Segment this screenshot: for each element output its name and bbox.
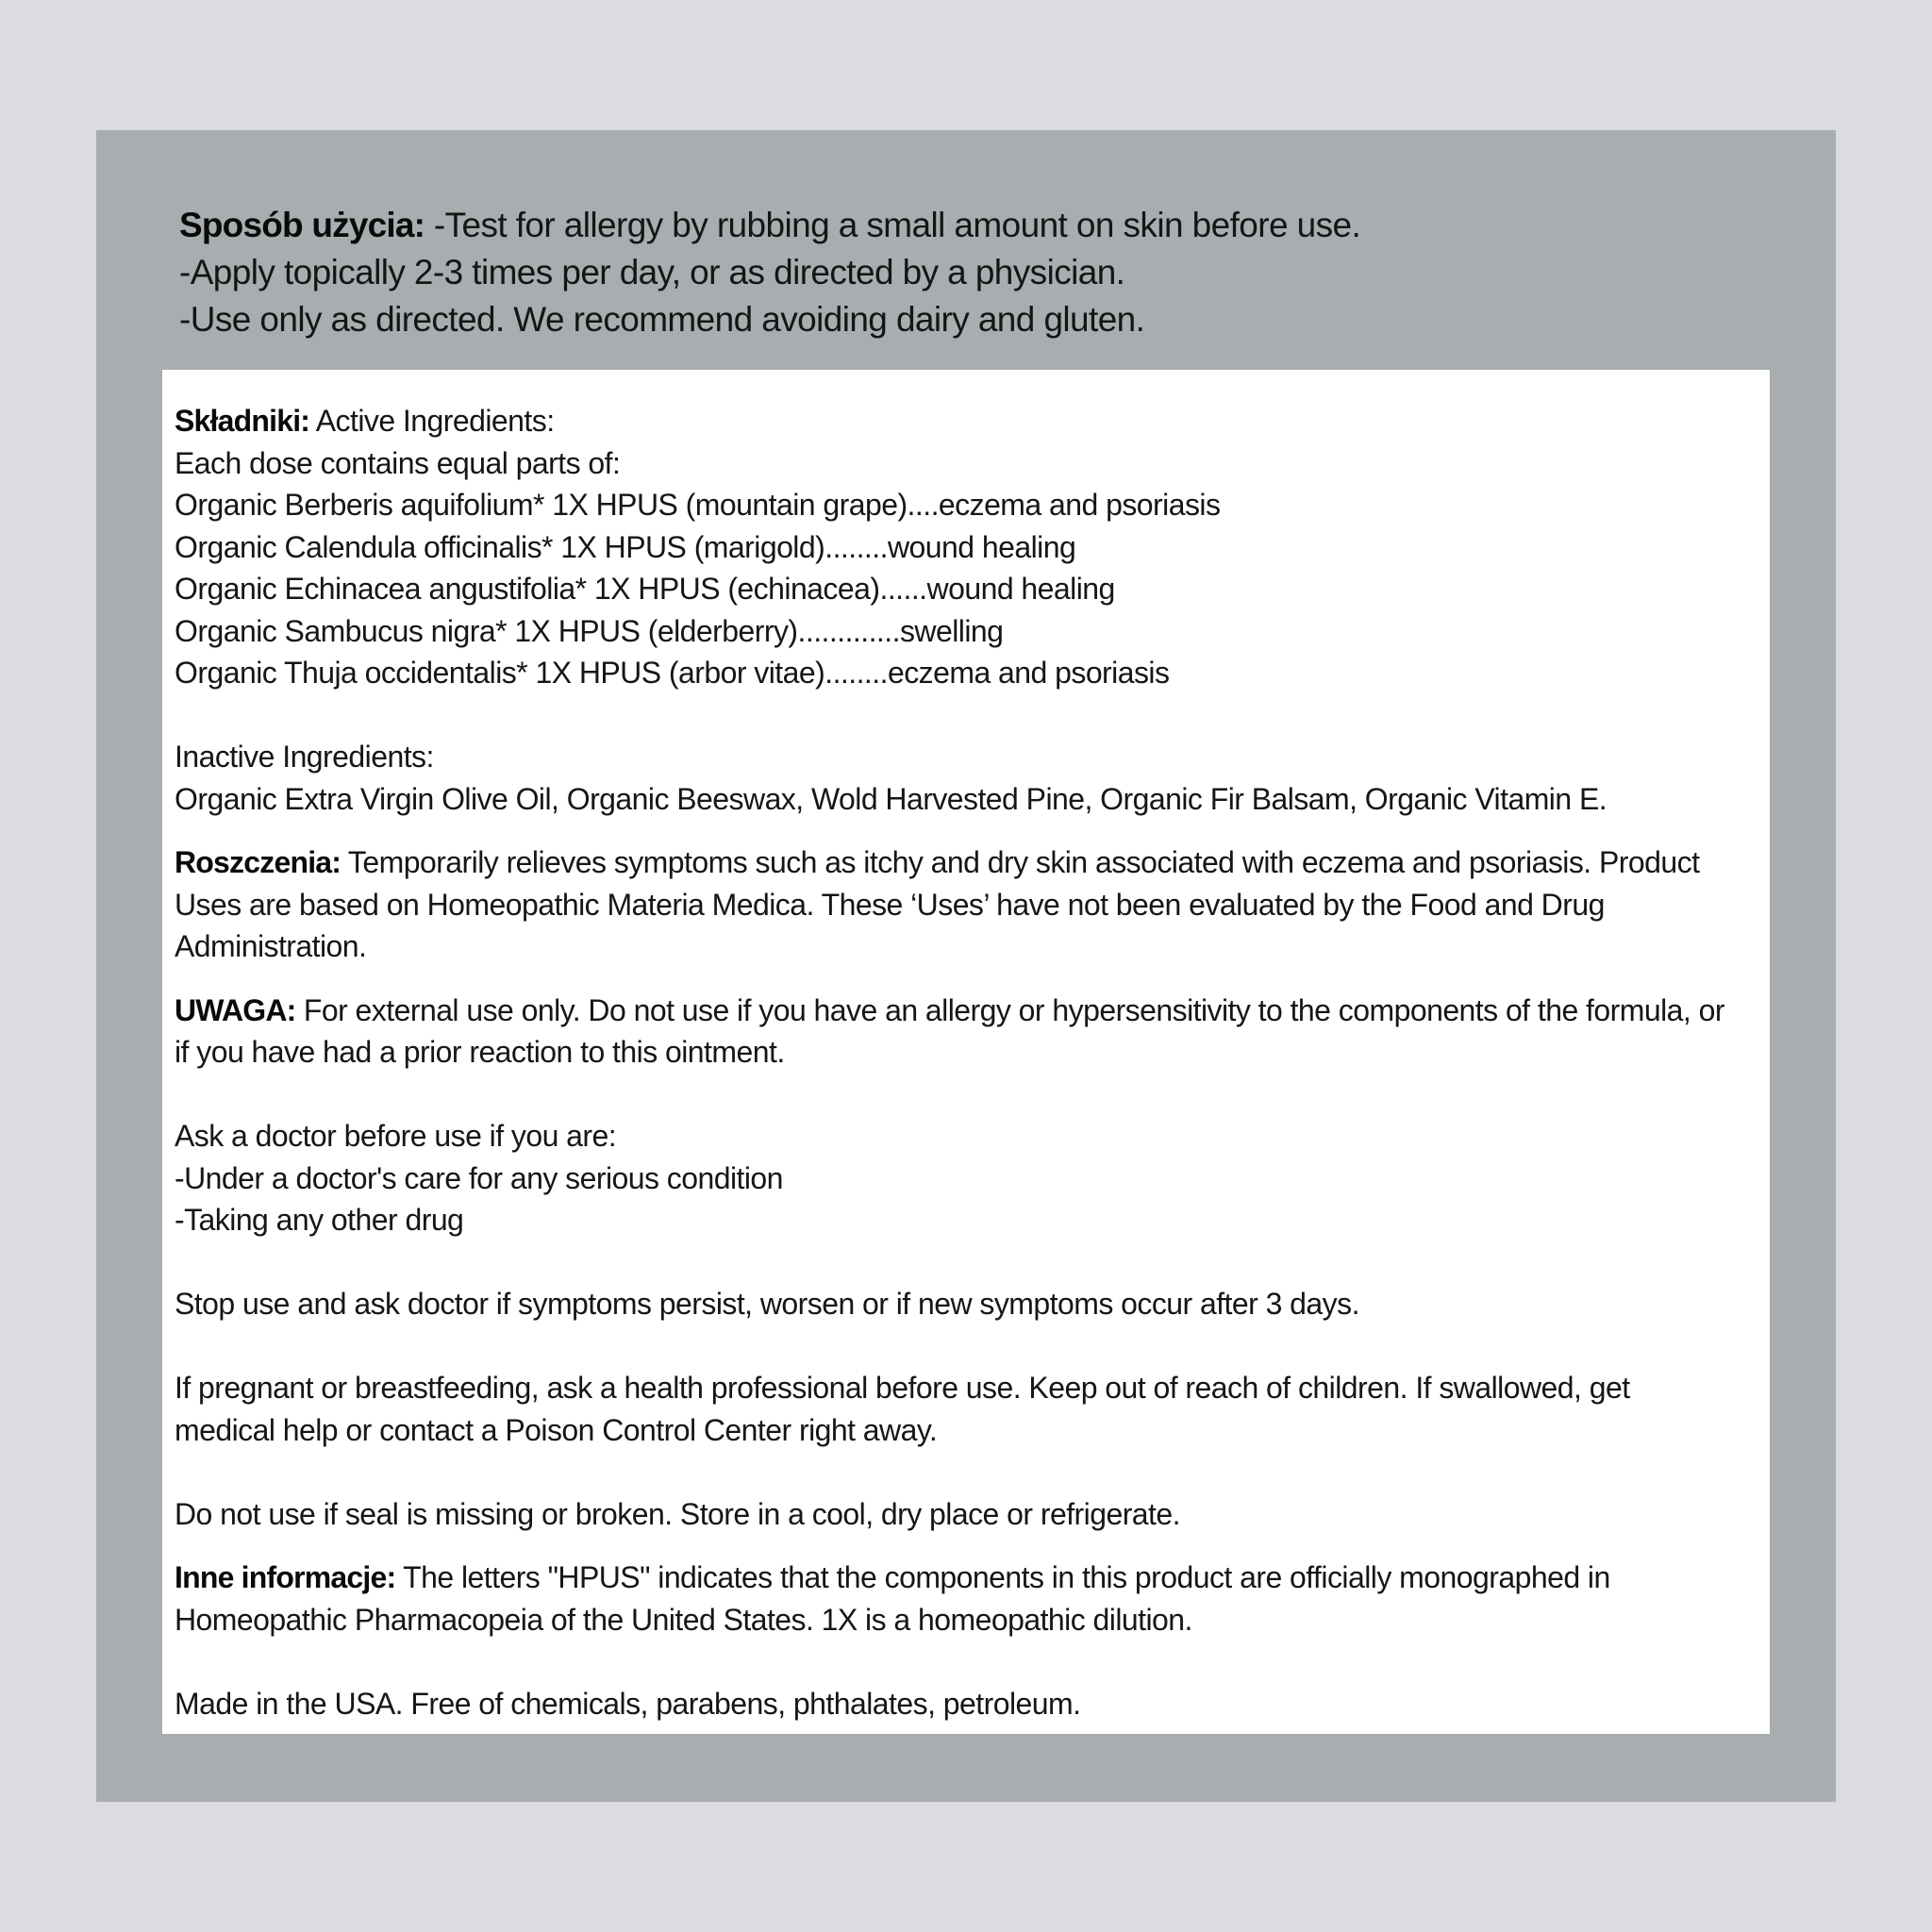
directions-section [179, 202, 1783, 343]
warning-line-2: if you have had a prior reaction to this ointment. [175, 1035, 785, 1069]
claims-line-1 [175, 841, 1759, 884]
ingredients-title-line [175, 400, 1759, 442]
claims-line-2: Uses are based on Homeopathic Materia Medica. These ‘Uses’ have not been evaluated by the Food and Drug [175, 887, 1605, 922]
directions-line-2: -Apply topically 2-3 times per day, or as directed by a physician. [179, 253, 1125, 291]
directions-heading: Sposób użycia: [179, 206, 425, 244]
directions-text: -Test for allergy by rubbing a small amount on skin before use. [433, 206, 1361, 244]
warning-line-1 [175, 990, 1759, 1032]
claims-section [175, 841, 1759, 968]
directions-line-3: -Use only as directed. We recommend avoiding dairy and gluten. [179, 300, 1145, 339]
inactive-ingredients-label: Inactive Ingredients: [175, 740, 434, 774]
claims-heading: Roszczenia: [175, 845, 341, 879]
details-content [175, 400, 1759, 1724]
active-ingredients-label: Active Ingredients: [315, 404, 555, 438]
directions-line-1 [179, 202, 1783, 249]
other-info-line-2: Homeopathic Pharmacopeia of the United States. 1X is a homeopathic dilution. [175, 1602, 1192, 1637]
ask-doctor-item: -Taking any other drug [175, 1203, 464, 1237]
ask-doctor-label: Ask a doctor before use if you are: [175, 1119, 617, 1153]
made-in-text: Made in the USA. Free of chemicals, parabens, phthalates, petroleum. [175, 1686, 1081, 1721]
warning-heading: UWAGA: [175, 992, 296, 1027]
pregnant-line-1: If pregnant or breastfeeding, ask a health professional before use. Keep out of reach of children. If swallowed, get [175, 1371, 1630, 1405]
other-info-line-1 [175, 1557, 1759, 1599]
warning-text: For external use only. Do not use if you have an allergy or hypersensitivity to the components of the formula, or [303, 992, 1724, 1027]
ask-doctor-item: -Under a doctor's care for any serious condition [175, 1160, 783, 1195]
active-ingredient-item: Organic Thuja occidentalis* 1X HPUS (arbor vitae)........eczema and psoriasis [175, 656, 1170, 690]
active-ingredient-item: Organic Berberis aquifolium* 1X HPUS (mountain grape)....eczema and psoriasis [175, 488, 1221, 522]
claims-text: Temporarily relieves symptoms such as itchy and dry skin associated with eczema and psoriasis. Product [347, 845, 1700, 879]
other-info-heading: Inne informacje: [175, 1560, 396, 1594]
warning-section [175, 990, 1759, 1536]
stop-use-text: Stop use and ask doctor if symptoms persist, worsen or if new symptoms occur after 3 days. [175, 1287, 1359, 1321]
ingredients-heading: Składniki: [175, 404, 310, 438]
other-info-text: The letters "HPUS" indicates that the components in this product are officially monographed in [403, 1560, 1610, 1594]
label-panel [96, 130, 1836, 1802]
seal-text: Do not use if seal is missing or broken. Store in a cool, dry place or refrigerate. [175, 1496, 1180, 1531]
details-panel [162, 370, 1770, 1734]
active-ingredient-item: Organic Sambucus nigra* 1X HPUS (elderberry).............swelling [175, 613, 1004, 648]
active-ingredient-item: Organic Echinacea angustifolia* 1X HPUS (echinacea)......wound healing [175, 572, 1115, 606]
inactive-ingredients-text: Organic Extra Virgin Olive Oil, Organic Beeswax, Wold Harvested Pine, Organic Fir Balsam, Organic Vitamin E. [175, 781, 1607, 816]
pregnant-line-2: medical help or contact a Poison Control Center right away. [175, 1412, 938, 1447]
claims-line-3: Administration. [175, 929, 367, 963]
ingredients-section [175, 400, 1759, 820]
active-ingredient-item: Organic Calendula officinalis* 1X HPUS (marigold)........wound healing [175, 529, 1076, 564]
other-info-section [175, 1557, 1759, 1724]
dose-line: Each dose contains equal parts of: [175, 445, 621, 480]
